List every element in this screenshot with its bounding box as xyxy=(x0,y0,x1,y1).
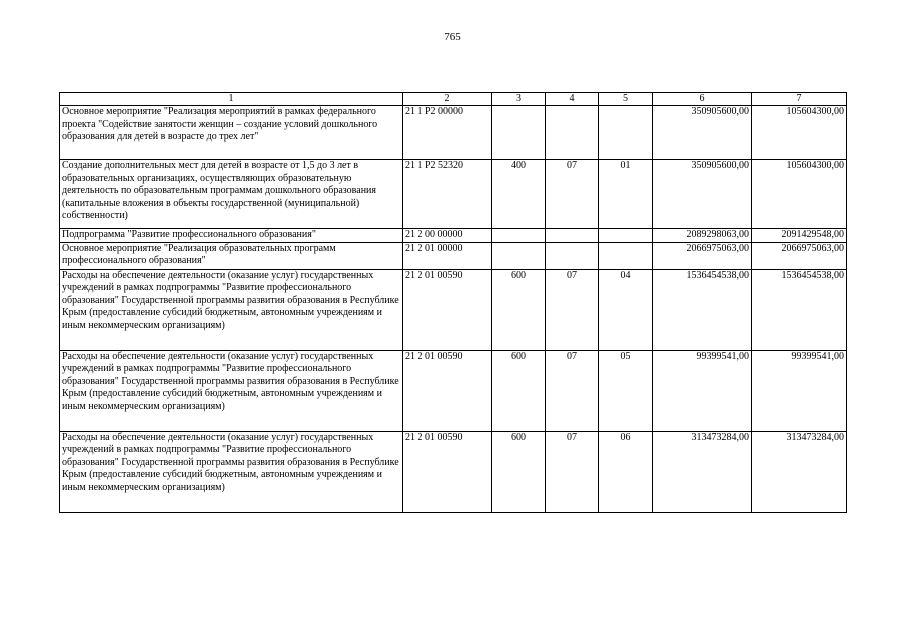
row-col-5 xyxy=(599,106,653,160)
row-code: 21 1 P2 52320 xyxy=(403,160,492,229)
row-description: Создание дополнительных мест для детей в возрасте от 1,5 до 3 лет в образовательных организациях, осуществляющих образовательную деятельность по образовательным программам дошкольного образования (капитальные вложения в объекты государственной (муниципальной) собственности) xyxy=(60,160,403,229)
row-code: 21 2 01 00000 xyxy=(403,242,492,269)
row-col-5 xyxy=(599,242,653,269)
row-col-4 xyxy=(546,229,599,243)
table-row xyxy=(60,160,847,229)
row-col-4: 07 xyxy=(546,431,599,512)
row-code: 21 2 01 00590 xyxy=(403,350,492,431)
row-col-3 xyxy=(492,229,546,243)
row-amount-col-6: 350905600,00 xyxy=(653,106,752,160)
header-col-6: 6 xyxy=(653,93,752,106)
page-number: 765 xyxy=(444,31,461,43)
row-amount-col-7: 313473284,00 xyxy=(752,431,847,512)
row-col-3 xyxy=(492,106,546,160)
row-col-3: 600 xyxy=(492,350,546,431)
row-description: Подпрограмма "Развитие профессионального образования" xyxy=(60,229,403,243)
header-row xyxy=(60,93,847,106)
row-col-4: 07 xyxy=(546,350,599,431)
row-col-4: 07 xyxy=(546,160,599,229)
row-code: 21 2 01 00590 xyxy=(403,431,492,512)
row-amount-col-7: 1536454538,00 xyxy=(752,269,847,350)
row-amount-col-6: 2066975063,00 xyxy=(653,242,752,269)
table-row xyxy=(60,229,847,243)
table-row xyxy=(60,350,847,431)
header-col-3: 3 xyxy=(492,93,546,106)
row-col-4 xyxy=(546,106,599,160)
row-description: Расходы на обеспечение деятельности (оказание услуг) государственных учреждений в рамках подпрограммы "Развитие профессионального образования" Государственной программы развития образования в Республике Крым (предоставление субсидий бюджетным, автономным учреждениям и иным некоммерческим организациям) xyxy=(60,431,403,512)
row-description: Основное мероприятие "Реализация образовательных программ профессионального образования" xyxy=(60,242,403,269)
row-col-3: 600 xyxy=(492,431,546,512)
row-amount-col-6: 1536454538,00 xyxy=(653,269,752,350)
row-col-5 xyxy=(599,229,653,243)
row-col-5: 06 xyxy=(599,431,653,512)
row-amount-col-6: 350905600,00 xyxy=(653,160,752,229)
row-description: Расходы на обеспечение деятельности (оказание услуг) государственных учреждений в рамках подпрограммы "Развитие профессионального образования" Государственной программы развития образования в Республике Крым (предоставление субсидий бюджетным, автономным учреждениям и иным некоммерческим организациям) xyxy=(60,269,403,350)
row-description: Основное мероприятие "Реализация мероприятий в рамках федерального проекта "Содействие занятости женщин – создание условий дошкольного образования для детей в возрасте до трех лет" xyxy=(60,106,403,160)
row-col-4 xyxy=(546,242,599,269)
row-amount-col-7: 105604300,00 xyxy=(752,160,847,229)
row-description: Расходы на обеспечение деятельности (оказание услуг) государственных учреждений в рамках подпрограммы "Развитие профессионального образования" Государственной программы развития образования в Республике Крым (предоставление субсидий бюджетным, автономным учреждениям и иным некоммерческим организациям) xyxy=(60,350,403,431)
row-col-4: 07 xyxy=(546,269,599,350)
row-col-5: 01 xyxy=(599,160,653,229)
row-code: 21 1 P2 00000 xyxy=(403,106,492,160)
table-row xyxy=(60,431,847,512)
row-amount-col-7: 2091429548,00 xyxy=(752,229,847,243)
row-code: 21 2 01 00590 xyxy=(403,269,492,350)
row-amount-col-6: 2089298063,00 xyxy=(653,229,752,243)
row-col-3: 600 xyxy=(492,269,546,350)
row-amount-col-6: 313473284,00 xyxy=(653,431,752,512)
table-row xyxy=(60,269,847,350)
row-col-3: 400 xyxy=(492,160,546,229)
header-col-7: 7 xyxy=(752,93,847,106)
row-code: 21 2 00 00000 xyxy=(403,229,492,243)
row-amount-col-7: 2066975063,00 xyxy=(752,242,847,269)
row-col-3 xyxy=(492,242,546,269)
table-row xyxy=(60,242,847,269)
budget-table xyxy=(59,92,847,513)
header-col-2: 2 xyxy=(403,93,492,106)
row-amount-col-6: 99399541,00 xyxy=(653,350,752,431)
row-col-5: 04 xyxy=(599,269,653,350)
header-col-5: 5 xyxy=(599,93,653,106)
row-col-5: 05 xyxy=(599,350,653,431)
row-amount-col-7: 99399541,00 xyxy=(752,350,847,431)
header-col-4: 4 xyxy=(546,93,599,106)
row-amount-col-7: 105604300,00 xyxy=(752,106,847,160)
table-row xyxy=(60,106,847,160)
header-col-1: 1 xyxy=(60,93,403,106)
